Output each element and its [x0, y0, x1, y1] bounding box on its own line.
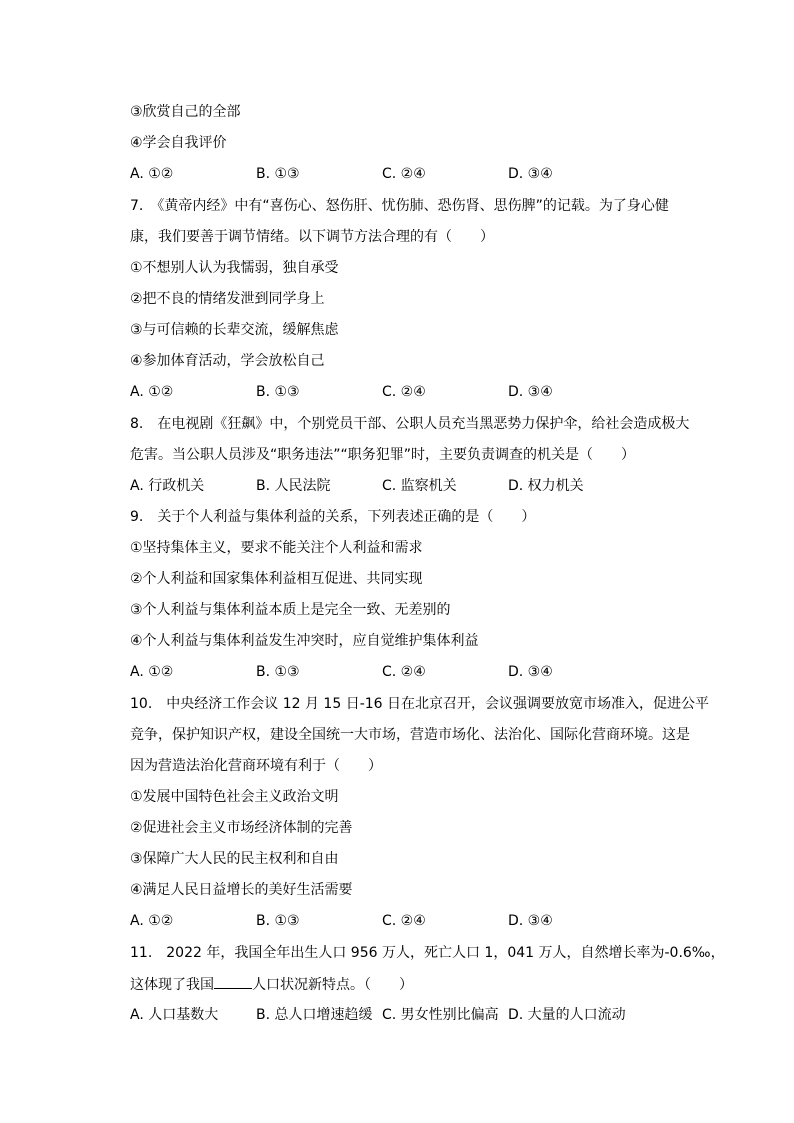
q9-item-4: ④个人利益与集体利益发生冲突时，应自觉维护集体利益	[130, 633, 479, 649]
q10-stem-line-1: 10. 中央经济工作会议 12 月 15 日-16 日在北京召开，会议强调要放宽市场准入，促进公平	[130, 696, 710, 712]
q9-option-a: A. ①②	[130, 664, 174, 680]
q10-stem-line-3: 因为营造法治化营商环境有利于（ ）	[130, 758, 382, 774]
q11-stem-before-blank: 这体现了我国	[130, 977, 214, 993]
q9-options	[130, 662, 710, 682]
q10-options	[130, 911, 710, 931]
q9-option-c: C. ②④	[382, 664, 426, 680]
q6-options	[130, 164, 710, 184]
q10-item-2: ②促进社会主义市场经济体制的完善	[130, 820, 353, 836]
q11-stem-line-1: 11. 2022 年，我国全年出生人口 956 万人，死亡人口 1，041 万人，自然增长率为-0.6‰，	[130, 945, 725, 961]
q10-item-4: ④满足人民日益增长的美好生活需要	[130, 882, 353, 898]
q8-stem-line-2: 危害。当公职人员涉及“职务违法”“职务犯罪”时，主要负责调查的机关是（ ）	[130, 447, 636, 463]
q8-option-a: A. 行政机关	[130, 478, 205, 494]
q7-stem-line-1: 7. 《黄帝内经》中有“喜伤心、怒伤肝、忧伤肺、恐伤肾、思伤脾”的记载。为了身心健	[130, 198, 669, 214]
q9-option-b: B. ①③	[256, 664, 300, 680]
q8-option-d: D. 权力机关	[508, 478, 584, 494]
q9-item-3: ③个人利益与集体利益本质上是完全一致、无差别的	[130, 602, 451, 618]
q10-stem-line-2: 竞争，保护知识产权，建设全国统一大市场，营造市场化、法治化、国际化营商环境。这是	[130, 727, 690, 743]
q11-option-a: A. 人口基数大	[130, 1007, 219, 1023]
q7-option-c: C. ②④	[382, 384, 426, 400]
q11-stem-after-blank: 人口状况新特点。（ ）	[252, 977, 413, 993]
q8-option-b: B. 人民法院	[256, 478, 331, 494]
q11-option-d: D. 大量的人口流动	[508, 1007, 626, 1023]
q7-item-4: ④参加体育活动，学会放松自己	[130, 353, 325, 369]
q11-option-c: C. 男女性别比偏高	[382, 1007, 499, 1023]
q8-option-c: C. 监察机关	[382, 478, 457, 494]
q7-option-b: B. ①③	[256, 384, 300, 400]
q6-item-4: ④学会自我评价	[130, 135, 227, 151]
q7-stem-line-2: 康，我们要善于调节情绪。以下调节方法合理的有（ ）	[130, 229, 494, 245]
q7-item-2: ②把不良的情绪发泄到同学身上	[130, 291, 325, 307]
q7-option-d: D. ③④	[508, 384, 553, 400]
q9-option-d: D. ③④	[508, 664, 553, 680]
q10-option-d: D. ③④	[508, 913, 553, 929]
q7-option-a: A. ①②	[130, 384, 174, 400]
q6-option-d: D. ③④	[508, 166, 553, 182]
q10-option-a: A. ①②	[130, 913, 174, 929]
q8-options	[130, 476, 710, 496]
q9-item-2: ②个人利益和国家集体利益相互促进、共同实现	[130, 571, 423, 587]
q11-options	[130, 1005, 710, 1025]
q10-item-1: ①发展中国特色社会主义政治文明	[130, 789, 339, 805]
q6-option-a: A. ①②	[130, 166, 174, 182]
q11-stem-line-2	[130, 974, 690, 995]
q11-option-b: B. 总人口增速趋缓	[256, 1007, 373, 1023]
q7-item-3: ③与可信赖的长辈交流，缓解焦虑	[130, 322, 339, 338]
q10-option-b: B. ①③	[256, 913, 300, 929]
q6-option-c: C. ②④	[382, 166, 426, 182]
q10-item-3: ③保障广大人民的民主权利和自由	[130, 851, 339, 867]
q9-item-1: ①坚持集体主义，要求不能关注个人利益和需求	[130, 540, 423, 556]
q10-option-c: C. ②④	[382, 913, 426, 929]
q9-stem-line-1: 9. 关于个人利益与集体利益的关系，下列表述正确的是（ ）	[130, 509, 536, 525]
q6-item-3: ③欣赏自己的全部	[130, 104, 241, 120]
q7-item-1: ①不想别人认为我懦弱，独自承受	[130, 260, 339, 276]
q8-stem-line-1: 8. 在电视剧《狂飙》中，个别党员干部、公职人员充当黑恶势力保护伞，给社会造成极大	[130, 416, 690, 432]
q7-options	[130, 382, 710, 402]
q6-option-b: B. ①③	[256, 166, 300, 182]
q11-fill-blank	[214, 974, 252, 989]
